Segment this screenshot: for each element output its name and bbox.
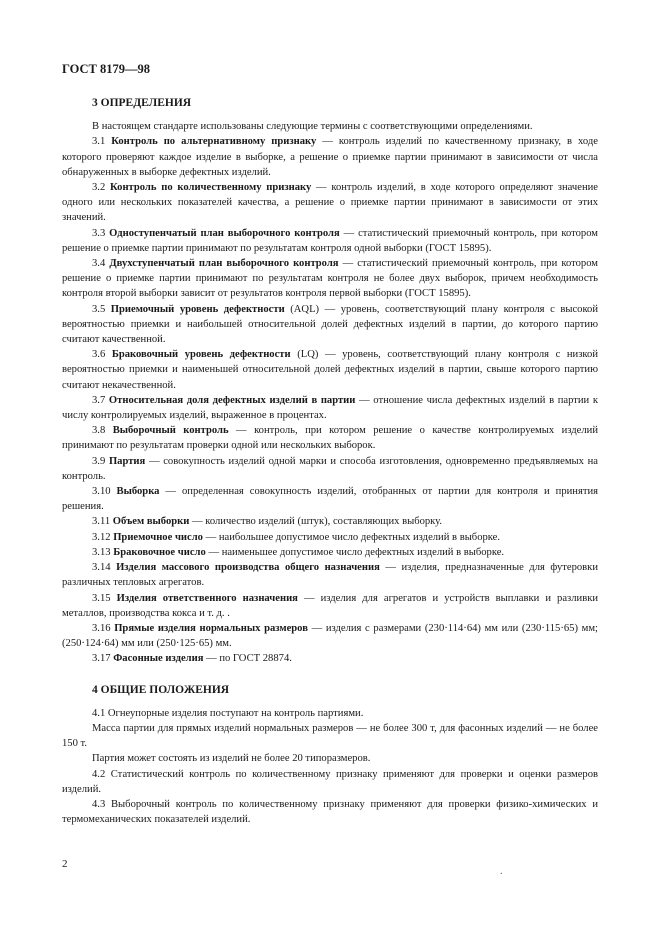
paragraph xyxy=(62,134,598,180)
section-title: 3 ОПРЕДЕЛЕНИЯ xyxy=(92,97,192,109)
term: Двухступенчатый план выборочного контроля xyxy=(109,258,339,270)
term: Изделия ответственного назначения xyxy=(116,592,298,604)
definition-text: — отношение числа дефектных изделий в партии к числу контролируемых изделий, выраженное в процентах. xyxy=(62,394,599,422)
definition-text: В настоящем стандарте использованы следующие термины с соответствующими определениями. xyxy=(92,121,533,133)
clause-number: 3.8 xyxy=(92,425,113,437)
paragraph xyxy=(62,514,598,529)
paragraph xyxy=(62,347,598,393)
term: Контроль по альтернативному признаку xyxy=(111,136,317,148)
definition-text: — наибольшее допустимое число дефектных изделий в выборке. xyxy=(202,531,501,543)
paragraph xyxy=(62,180,598,226)
paragraph xyxy=(62,545,598,560)
section-title: 4 ОБЩИЕ ПОЛОЖЕНИЯ xyxy=(92,683,230,696)
paragraph xyxy=(62,393,598,423)
paragraph xyxy=(62,651,598,666)
definition-text: — изделия, предназначенные для футеровки различных тепловых агрегатов. xyxy=(62,562,598,589)
clause-number: 3.17 xyxy=(92,653,114,665)
definition-text: (AQL) — уровень, соответствующий плану контроля с высокой вероятностью приемки и наибольшей относительной долей дефектных изделий в партии, до которого партию считают качественной. xyxy=(62,303,599,346)
paragraph xyxy=(62,767,598,797)
term: Фасонные изделия xyxy=(113,653,204,665)
paragraph xyxy=(62,119,598,134)
term: Браковочное число xyxy=(113,546,206,558)
clause-number: 3.14 xyxy=(92,562,117,574)
clause-number: 3.6 xyxy=(92,349,112,361)
section-general xyxy=(62,683,598,828)
definition-text: Масса партии для прямых изделий нормальных размеров — не более 300 т, для фасонных изделий — не более 150 т. xyxy=(62,722,598,750)
paragraph xyxy=(62,454,598,484)
document-body xyxy=(62,96,598,827)
term: Браковочный уровень дефектности xyxy=(111,349,291,361)
paragraph xyxy=(62,423,598,453)
term: Объем выборки xyxy=(112,516,190,528)
paragraph xyxy=(62,530,598,545)
definition-text: 4.3 Выборочный контроль по количественному признаку применяют для проверки физико-химических и термомеханических показателей изделий. xyxy=(62,798,598,826)
paragraph xyxy=(62,484,598,514)
paragraph xyxy=(62,560,598,590)
footer-mark: . xyxy=(500,866,503,877)
term: Изделия массового производства общего назначения xyxy=(116,562,380,574)
term: Прямые изделия нормальных размеров xyxy=(114,622,308,634)
definition-text: (LQ) — уровень, соответствующий плану контроля с низкой вероятностью приемки и наименьшей относительной долей дефектных изделий в партии, свыше которого партию считают некачественной. xyxy=(62,349,598,391)
paragraph xyxy=(62,721,598,751)
section-paragraphs xyxy=(62,119,598,666)
definition-text: — статистический приемочный контроль, при котором решение о приемке партии принимают по результатам контроля не более двух выборок, причем необходимость контроля второй выборки зависит от результатов контроля первой выборки (ГОСТ 15895). xyxy=(62,258,598,300)
definition-text: — совокупность изделий одной марки и способа изготовления, одновременно предъявляемых на контроль. xyxy=(62,455,599,482)
clause-number: 3.16 xyxy=(92,622,115,634)
clause-number: 3.4 xyxy=(92,258,110,270)
paragraph xyxy=(62,591,598,621)
definition-text: — по ГОСТ 28874. xyxy=(203,653,292,665)
definition-text: — наименьшее допустимое число дефектных изделий в выборке. xyxy=(205,546,505,558)
clause-number: 3.5 xyxy=(92,303,111,315)
clause-number: 3.7 xyxy=(92,394,109,406)
clause-number: 3.12 xyxy=(92,531,114,543)
definition-text: — определенная совокупность изделий, отобранных от партии для контроля и принятия решения. xyxy=(62,486,599,513)
term: Относительная доля дефектных изделий в партии xyxy=(108,394,356,406)
definition-text: — статистический приемочный контроль, при котором решение о приемке партии принимают по результатам контроля одной выборки (ГОСТ 15895). xyxy=(62,227,598,254)
paragraph xyxy=(62,621,598,651)
term: Приемочный уровень дефектности xyxy=(110,303,285,315)
definition-text: — контроль, при котором решение о качестве контролируемых изделий принимают по результатам проверки одной или нескольких выборок. xyxy=(62,425,598,452)
clause-number: 3.10 xyxy=(92,486,117,498)
paragraph xyxy=(62,302,598,348)
term: Контроль по количественному признаку xyxy=(110,182,312,194)
term: Приемочное число xyxy=(113,531,203,543)
paragraph xyxy=(62,226,598,256)
clause-number: 3.11 xyxy=(92,516,113,528)
definition-text: — контроль изделий, в ходе которого определяют значение одного или нескольких показателей качества, а решение о приемке партии принимают в зависимости от этих значений. xyxy=(62,182,598,224)
clause-number: 3.3 xyxy=(92,227,110,239)
term: Выборка xyxy=(116,486,160,498)
section-definitions xyxy=(62,96,598,667)
definition-text: 4.2 Статистический контроль по количественному признаку применяют для проверки и оценки размеров изделий. xyxy=(62,768,598,795)
clause-number: 3.15 xyxy=(92,592,117,604)
clause-number: 3.2 xyxy=(92,182,110,194)
term: Выборочный контроль xyxy=(112,425,229,437)
standard-header: ГОСТ 8179—98 xyxy=(62,62,151,76)
definition-text: — изделия для агрегатов и устройств выплавки и разливки металлов, производства кокса и т. д. . xyxy=(62,592,599,619)
clause-number: 3.13 xyxy=(92,546,114,558)
section-paragraphs xyxy=(62,706,598,828)
paragraph xyxy=(62,751,598,766)
page-number: 2 xyxy=(62,858,68,870)
definition-text: — изделия с размерами (230·114·64) мм или (230·115·65) мм; (250·124·64) мм или (250·125·65) мм. xyxy=(62,622,599,650)
paragraph xyxy=(62,797,598,827)
term: Одноступенчатый план выборочного контроля xyxy=(109,227,340,239)
clause-number: 3.1 xyxy=(92,136,112,148)
paragraph xyxy=(62,706,598,721)
definition-text: Партия может состоять из изделий не более 20 типоразмеров. xyxy=(92,753,371,765)
definition-text: — контроль изделий по качественному признаку, в ходе которого проверяют каждое изделие в выборке, а решение о приемке партии принимают в зависимости от числа обнаруженных в выборке дефектных изделий. xyxy=(62,136,598,178)
definition-text: — количество изделий (штук), составляющих выборку. xyxy=(189,516,443,528)
paragraph xyxy=(62,256,598,302)
definition-text: 4.1 Огнеупорные изделия поступают на контроль партиями. xyxy=(92,707,364,719)
clause-number: 3.9 xyxy=(92,455,109,467)
term: Партия xyxy=(108,455,146,467)
